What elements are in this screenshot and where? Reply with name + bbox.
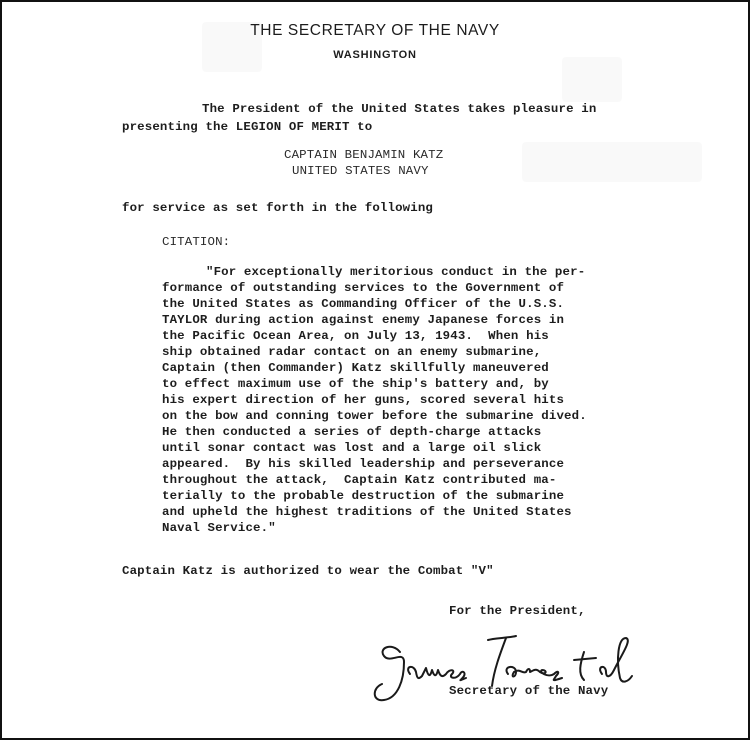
citation-line: to effect maximum use of the ship's battery and, by — [162, 377, 549, 391]
recipient-name: CAPTAIN BENJAMIN KATZ — [284, 148, 444, 162]
citation-line: and upheld the highest traditions of the United States — [162, 505, 572, 519]
combat-v-line: Captain Katz is authorized to wear the Combat "V" — [122, 564, 494, 578]
letterhead-city: WASHINGTON — [333, 49, 417, 61]
recipient-service: UNITED STATES NAVY — [292, 164, 429, 178]
intro-line-1: The President of the United States takes pleasure in — [202, 102, 597, 116]
citation-line: Captain (then Commander) Katz skillfully maneuvered — [162, 361, 549, 375]
letterhead-title: THE SECRETARY OF THE NAVY — [250, 22, 500, 39]
citation-line: appeared. By his skilled leadership and perseverance — [162, 457, 565, 471]
citation-line: until sonar contact was lost and a large oil slick — [162, 441, 542, 455]
citation-line: ship obtained radar contact on an enemy submarine, — [162, 345, 542, 359]
citation-line: on the bow and conning tower before the submarine dived. — [162, 409, 587, 423]
citation-line: the United States as Commanding Officer of the U.S.S. — [162, 297, 565, 311]
paper-bleed-mark — [562, 57, 622, 102]
signer-title: Secretary of the Navy — [449, 684, 609, 698]
citation-heading: CITATION: — [162, 235, 231, 249]
intro-line-2: presenting the LEGION OF MERIT to — [122, 120, 373, 134]
citation-line: TAYLOR during action against enemy Japanese forces in — [162, 313, 565, 327]
citation-line: Naval Service." — [162, 521, 276, 535]
citation-line: "For exceptionally meritorious conduct in the per- — [206, 265, 586, 279]
paper-bleed-mark — [522, 142, 702, 182]
citation-line: He then conducted a series of depth-charge attacks — [162, 425, 542, 439]
citation-line: formance of outstanding services to the Government of — [162, 281, 565, 295]
closing-salutation: For the President, — [449, 604, 586, 618]
citation-line: throughout the attack, Captain Katz contributed ma- — [162, 473, 557, 487]
citation-line: his expert direction of her guns, scored several hits — [162, 393, 565, 407]
service-line: for service as set forth in the following — [122, 201, 434, 215]
citation-line: terially to the probable destruction of the submarine — [162, 489, 565, 503]
citation-line: the Pacific Ocean Area, on July 13, 1943. When his — [162, 329, 549, 343]
